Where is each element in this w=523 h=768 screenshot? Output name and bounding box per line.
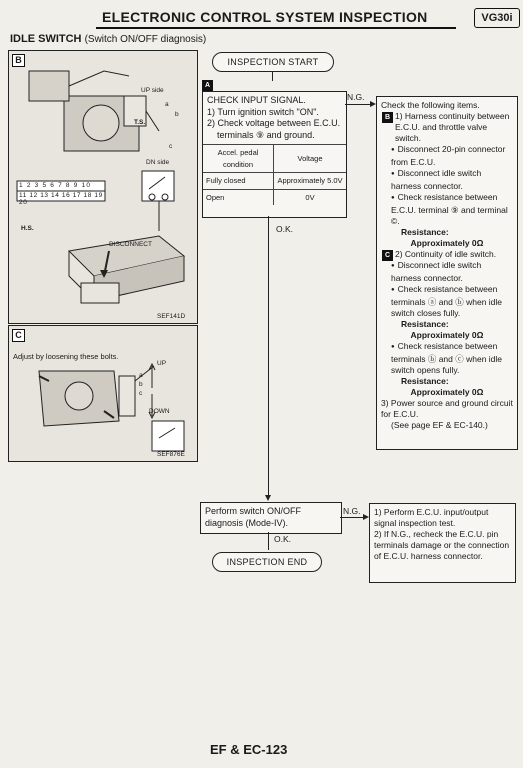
resistance-value: Approximately 0Ω [410,330,484,340]
figure-c [8,325,198,462]
dn-side-label: DN side [146,159,170,166]
figure-b [8,50,198,324]
section-title [10,33,206,45]
figure-c-code: SEF876E [157,451,185,458]
engine-badge: VG30i [474,8,520,28]
table-header-row [203,145,346,173]
resistance-label: Resistance: [401,319,449,329]
step-a-line1: 1) Turn ignition switch "ON". [207,106,319,117]
page-number: EF & EC-123 [210,742,288,757]
inspection-end: INSPECTION END [212,552,322,572]
table-cell: Open [203,189,274,205]
resistance-value: Approximately 0Ω [410,387,484,397]
connector-line [272,71,273,81]
switch-adjust-illustration [9,326,197,461]
check-bullet: ● Check resistance between E.C.U. terminal ⑨ and terminal ©. [381,192,513,227]
table-row [203,189,346,205]
voltage-table [203,144,346,205]
table-header-cell: Accel. pedal condition [203,145,274,173]
connector-line [268,216,269,496]
step-a-line3: terminals ⑨ and ground. [217,129,315,140]
ts-label: T.S. [134,119,146,126]
check-item-2 [381,249,513,260]
figure-b-tag: B [12,54,25,67]
check-item-2-text: 2) Continuity of idle switch. [395,249,497,259]
terminals-top-row: 1 2 3 5 6 7 8 9 10 [19,182,92,189]
hs-label: H.S. [21,225,34,232]
down-label: DOWN [149,408,170,415]
check-bullet: ● Disconnect idle switch harness connector. [381,168,513,192]
section-subtitle: (Switch ON/OFF diagnosis) [84,34,207,45]
switch-diagnosis-text: Perform switch ON/OFF diagnosis (Mode-IV). [205,506,302,528]
terminal-c-label: c [139,390,143,397]
table-cell: 0V [274,189,347,205]
up-side-label: UP side [141,87,164,94]
recheck-box [369,503,516,583]
terminal-b-label: b [139,381,143,388]
check-item-3-ref: (See page EF & EC-140.) [391,420,488,430]
terminal-c-label: c [169,143,173,150]
arrow-down-icon [265,495,271,501]
switch-diagnosis-box [200,502,342,534]
check-bullet: ● Disconnect 20-pin connector from E.C.U. [381,144,513,168]
resistance-label: Resistance: [401,376,449,386]
up-label: UP [157,360,167,367]
check-item-1-text: 1) Harness continuity between E.C.U. and throttle valve switch. [395,111,510,143]
recheck-line-1: 1) Perform E.C.U. input/output signal inspection test. [374,507,489,528]
b-tag: B [382,112,393,123]
check-bullet: ● Disconnect idle switch harness connector. [381,260,513,284]
terminal-a-label: a [165,101,169,108]
ng-label-1: N.G. [347,92,365,102]
adjust-note: Adjust by loosening these bolts. [13,352,119,361]
check-item-1 [381,111,513,144]
step-a-title: CHECK INPUT SIGNAL. [207,95,306,105]
inspection-start: INSPECTION START [212,52,334,72]
recheck-line-2: 2) If N.G., recheck the E.C.U. pin terminals damage or the connection of E.C.U. harness connector. [374,529,510,561]
figure-b-code: SEF141D [157,313,186,320]
terminals-bottom-row: 11 12 13 14 16 17 18 19 20 [19,192,103,206]
check-intro: Check the following items. [381,100,480,110]
disconnect-label: DISCONNECT [109,241,152,248]
connector-line [345,104,371,105]
resistance-value: Approximately 0Ω [410,238,484,248]
page-title: ELECTRONIC CONTROL SYSTEM INSPECTION [102,9,428,25]
table-row [203,173,346,190]
figure-c-tag: C [12,329,25,342]
terminal-b-label: b [175,111,179,118]
table-cell: Fully closed [203,173,274,190]
terminal-a-label: a [139,372,143,379]
resistance-label: Resistance: [401,227,449,237]
connector-line [268,532,269,550]
table-cell: Approximately 5.0V [274,173,347,190]
title-rule [96,27,456,29]
connector-line [340,517,364,518]
table-header-cell: Voltage [274,145,347,173]
check-input-signal-box [202,91,347,218]
ng-label-2: N.G. [343,506,361,516]
ok-label-2: O.K. [274,534,292,544]
check-bullet: ● Check resistance between terminals ⓑ and ⓒ when idle switch opens fully. [381,341,513,376]
section-title-main: IDLE SWITCH [10,33,82,45]
step-a-tag: A [202,80,213,91]
check-bullet: ● Check resistance between terminals ⓐ and ⓑ when idle switch closes fully. [381,284,513,319]
step-a-line2: 2) Check voltage between E.C.U. [207,118,341,128]
check-items-box [376,96,518,450]
ok-label-1: O.K. [276,224,294,234]
check-item-3: 3) Power source and ground circuit for E.C.U. [381,398,513,419]
c-tag: C [382,250,393,261]
